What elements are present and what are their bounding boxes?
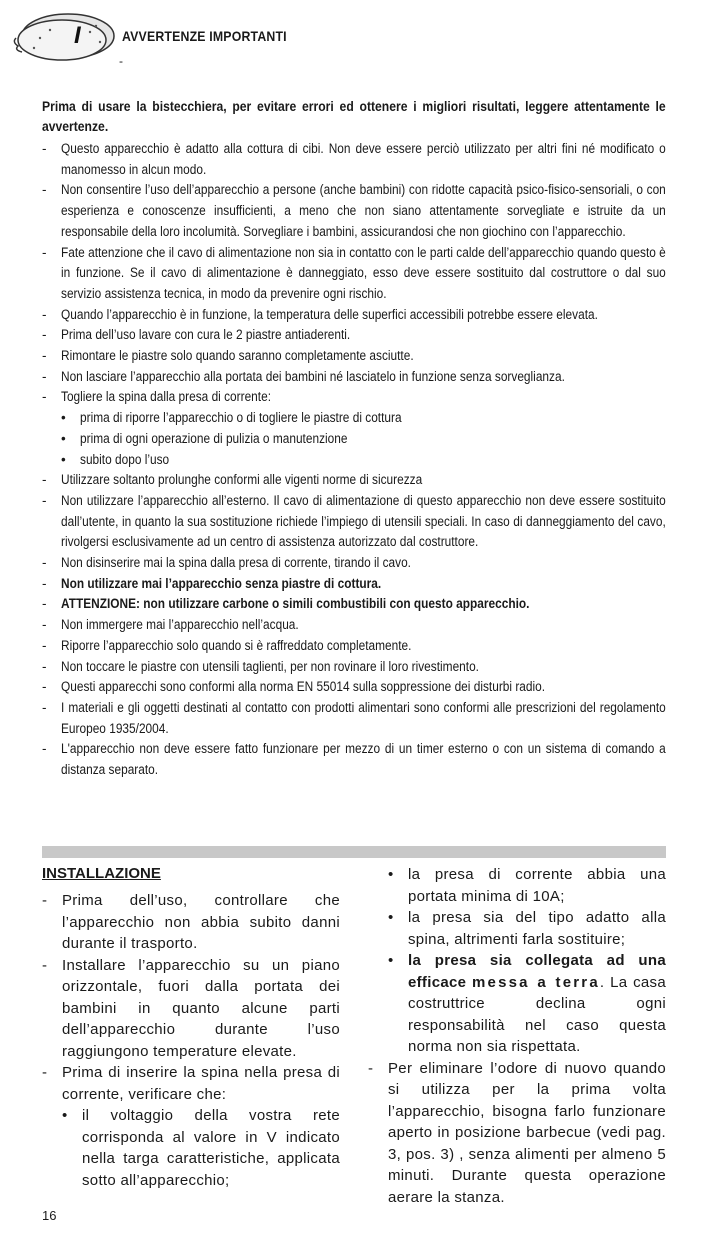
installation-list-continued [368, 1058, 666, 1209]
list-item: - Questo apparecchio è adatto alla cottura di cibi. Non deve essere perciò utilizzato per altri fini né modificato o manomesso in alcun modo. [42, 141, 666, 177]
list-item: - Togliere la spina dalla presa di corrente: • prima di riporre l’apparecchio o di togliere le piastre di cottura • prima di ogni operazione di pulizia o manutenzione • subito dopo l’uso [42, 387, 666, 470]
list-item: - Quando l’apparecchio è in funzione, la temperatura delle superfici accessibili potrebbe essere elevata. [42, 306, 598, 322]
list-item: - Non consentire l’uso dell’apparecchio a persone (anche bambini) con ridotte capacità psico-fisico-sensoriali, o con esperienza e conoscenze insufficienti, a meno che non siano attentamente sorvegliate e istruite da un responsabile della loro incolumità. Sorvegliare i bambini, assicurandosi che non giochino con l’apparecchio. [42, 182, 666, 239]
warnings-intro: Prima di usare la bistecchiera, per evitare errori ed ottenere i migliori risultati, leggere attentamente le avvertenze. [42, 99, 666, 134]
language-letter: I [74, 22, 81, 49]
list-item: - Fate attenzione che il cavo di alimentazione non sia in contatto con le parti calde dell’apparecchio quando questo è in funzione. Se il cavo di alimentazione è danneggiato, esso deve essere sostituito dal costruttore o dal suo servizio assistenza tecnica, in modo da prevenire ogni rischio. [42, 244, 666, 301]
list-item: - Non utilizzare mai l’apparecchio senza piastre di cottura. [42, 575, 382, 591]
list-item: - Installare l’apparecchio su un piano orizzontale, fuori dalla portata dei bambini in quanto alcune parti dell’apparecchio durante l’uso raggiungono temperature elevate. [42, 956, 340, 1060]
list-item: - Non lasciare l’apparecchio alla portata dei bambini né lasciatelo in funzione senza sorveglianza. [42, 368, 565, 384]
installation-left-column [42, 864, 340, 1191]
bullet-item: • la presa sia collegata ad una efficace messa a terra. La casa costruttrice declina ogni responsabilità nel caso questa norma non sia rispettata. [388, 952, 666, 1055]
header-dash: - [119, 54, 123, 68]
unplug-bullets [61, 408, 666, 470]
list-item: - Non immergere mai l’apparecchio nell’acqua. [42, 617, 299, 633]
installation-right-column [368, 864, 666, 1208]
bullet-item: • subito dopo l’uso [61, 451, 170, 467]
list-item: - Utilizzare soltanto prolunghe conformi alle vigenti norme di sicurezza [42, 472, 423, 488]
list-item: - Per eliminare l’odore di nuovo quando si utilizza per la prima volta l’apparecchio, bisogna farlo funzionare aperto in posizione barbecue (vedi pag. 3, pos. 3) , senza alimenti per almeno 5 minuti. Durante questa operazione aerare la stanza. [368, 1059, 666, 1206]
page-number: 16 [42, 1208, 57, 1223]
list-item: - Rimontare le piastre solo quando saranno completamente asciutte. [42, 348, 414, 364]
list-item: - Non toccare le piastre con utensili taglienti, per non rovinare il loro rivestimento. [42, 658, 479, 674]
installation-checks-continued [368, 864, 666, 1058]
list-item: - ATTENZIONE: non utilizzare carbone o simili combustibili con questo apparecchio. [42, 596, 530, 612]
list-item: - Riporre l’apparecchio solo quando si è raffreddato completamente. [42, 637, 412, 653]
list-item: - Non utilizzare l’apparecchio all’esterno. Il cavo di alimentazione di questo apparecchio non deve essere sostituito dall’utente, in quanto la sua sostituzione richiede l’impiego di utensili speciali. In caso di danneggiamento del cavo, rivolgersi esclusivamente ad un centro di assistenza autorizzato dal costruttore. [42, 492, 666, 550]
installation-list [42, 890, 340, 1191]
bullet-item: • prima di riporre l’apparecchio o di togliere le piastre di cottura [61, 410, 402, 426]
language-badge-icon [10, 8, 120, 64]
bullet-item: • prima di ogni operazione di pulizia o manutenzione [61, 430, 348, 446]
list-item: - Prima dell’uso lavare con cura le 2 piastre antiaderenti. [42, 327, 351, 343]
section-divider [42, 846, 666, 858]
page-header [10, 8, 700, 68]
list-item: - Non disinserire mai la spina dalla presa di corrente, tirando il cavo. [42, 555, 411, 571]
installation-title: INSTALLAZIONE [42, 865, 161, 882]
warnings-section [42, 97, 666, 781]
bullet-item: • la presa di corrente abbia una portata minima di 10A; [388, 866, 666, 905]
list-item: - L'apparecchio non deve essere fatto funzionare per mezzo di un timer esterno o con un sistema di comando a distanza separato. [42, 741, 666, 778]
list-item: - Questi apparecchi sono conformi alla norma EN 55014 sulla soppressione dei disturbi radio. [42, 679, 546, 695]
list-item: - Prima di inserire la spina nella presa di corrente, verificare che: • il voltaggio della vostra rete corrisponda al valore in V indicato nella targa caratteristiche, applicata sotto all’apparecchio; [42, 1062, 340, 1191]
page-title: AVVERTENZE IMPORTANTI [122, 28, 287, 44]
bullet-item: • il voltaggio della vostra rete corrisponda al valore in V indicato nella targa caratteristiche, applicata sotto all’apparecchio; [62, 1107, 340, 1189]
list-item: - I materiali e gli oggetti destinati al contatto con prodotti alimentari sono conformi alle prescrizioni del regolamento Europeo 1935/2004. [42, 699, 666, 736]
installation-checks [62, 1105, 340, 1191]
warnings-list [42, 139, 666, 781]
list-item: - Prima dell’uso, controllare che l’apparecchio non abbia subito danni durante il trasporto. [42, 892, 340, 952]
bullet-item: • la presa sia del tipo adatto alla spina, altrimenti farla sostituire; [388, 909, 666, 948]
